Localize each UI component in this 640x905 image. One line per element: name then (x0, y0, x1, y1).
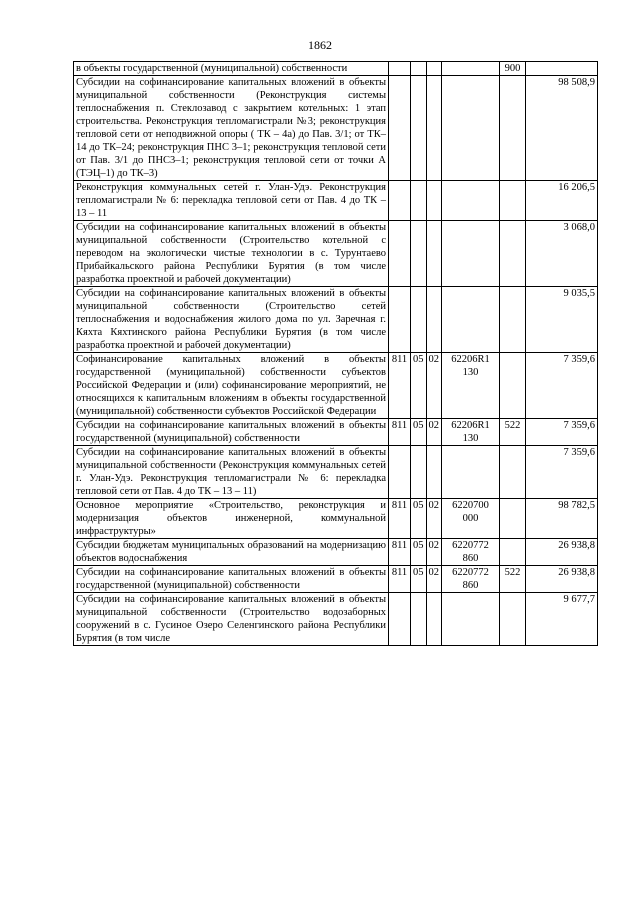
row-subsection-code (426, 76, 442, 181)
row-subsection-code (426, 287, 442, 353)
row-expense-type-code (500, 181, 526, 221)
row-sum: 26 938,8 (526, 566, 598, 593)
row-subsection-code (426, 446, 442, 499)
row-admin-code (389, 181, 411, 221)
table-row (74, 76, 598, 181)
row-section-code: 05 (411, 539, 427, 566)
table-row (74, 221, 598, 287)
row-expense-type-code: 522 (500, 419, 526, 446)
row-sum: 9 677,7 (526, 593, 598, 646)
row-target-code (442, 181, 500, 221)
row-section-code: 05 (411, 499, 427, 539)
row-section-code (411, 76, 427, 181)
row-target-code (442, 62, 500, 76)
row-admin-code (389, 446, 411, 499)
row-target-code (442, 446, 500, 499)
row-section-code: 05 (411, 419, 427, 446)
row-name: Софинансирование капитальных вложений в объекты государственной (муниципальной) собственности субъектов Российской Федерации и (или) софинансирование мероприятий, не относящихся к капитальным вложениям в объекты государственной (муниципальной) собственности субъектов Российской Федерации (74, 353, 389, 419)
row-admin-code (389, 62, 411, 76)
row-expense-type-code (500, 76, 526, 181)
row-admin-code (389, 287, 411, 353)
row-expense-type-code (500, 353, 526, 419)
table-row (74, 593, 598, 646)
row-target-code: 62206R1 130 (442, 419, 500, 446)
row-subsection-code (426, 221, 442, 287)
row-subsection-code: 02 (426, 566, 442, 593)
row-sum (526, 62, 598, 76)
row-name: Субсидии на софинансирование капитальных вложений в объекты государственной (муниципальной) собственности (74, 419, 389, 446)
budget-table (73, 61, 598, 646)
row-name: Субсидии на софинансирование капитальных вложений в объекты государственной (муниципальной) собственности (74, 566, 389, 593)
row-section-code (411, 593, 427, 646)
row-sum: 9 035,5 (526, 287, 598, 353)
table-row (74, 62, 598, 76)
row-subsection-code (426, 62, 442, 76)
row-sum: 7 359,6 (526, 353, 598, 419)
table-row (74, 287, 598, 353)
row-section-code (411, 62, 427, 76)
row-admin-code (389, 593, 411, 646)
row-subsection-code: 02 (426, 539, 442, 566)
row-name: Субсидии на софинансирование капитальных вложений в объекты муниципальной собственности (Строительство водозаборных сооружений в с. Гусиное Озеро Селенгинского района Республики Бурятия (в том числе (74, 593, 389, 646)
row-admin-code: 811 (389, 539, 411, 566)
row-expense-type-code (500, 593, 526, 646)
row-admin-code (389, 76, 411, 181)
row-admin-code: 811 (389, 419, 411, 446)
row-expense-type-code (500, 221, 526, 287)
row-subsection-code: 02 (426, 419, 442, 446)
row-section-code: 05 (411, 566, 427, 593)
row-target-code: 6220700 000 (442, 499, 500, 539)
row-subsection-code (426, 593, 442, 646)
row-admin-code: 811 (389, 499, 411, 539)
row-target-code: 62206R1 130 (442, 353, 500, 419)
table-row (74, 539, 598, 566)
row-name: Реконструкция коммунальных сетей г. Улан-Удэ. Реконструкция тепломагистрали № 6: перекладка тепловой сети от Пав. 4 до ТК – 13 – 11 (74, 181, 389, 221)
row-sum: 98 782,5 (526, 499, 598, 539)
row-subsection-code (426, 181, 442, 221)
row-sum: 3 068,0 (526, 221, 598, 287)
row-target-code: 6220772 860 (442, 539, 500, 566)
row-admin-code (389, 221, 411, 287)
row-sum: 16 206,5 (526, 181, 598, 221)
row-target-code (442, 593, 500, 646)
row-expense-type-code (500, 499, 526, 539)
row-subsection-code: 02 (426, 353, 442, 419)
row-name: Субсидии на софинансирование капитальных вложений в объекты муниципальной собственности (Реконструкция системы теплоснабжения п. Стеклозавод с закрытием котельных: 1 этап строительства. Реконструкция тепломагистрали №3; реконструкция тепловой сети от неподвижной опоры ( ТК – 4а) до Пав. 3/1; от ТК–14 до ТК–24; реконструкция ПНС 3–1; реконструкция тепловой сети от Пав. 3/1 до ПНС3–1; реконструкция тепловой сети от точки А (ТЭЦ–1) до ТК–3) (74, 76, 389, 181)
row-sum: 98 508,9 (526, 76, 598, 181)
row-expense-type-code: 900 (500, 62, 526, 76)
table-row (74, 353, 598, 419)
row-sum: 7 359,6 (526, 419, 598, 446)
row-expense-type-code (500, 446, 526, 499)
table-row (74, 499, 598, 539)
row-sum: 26 938,8 (526, 539, 598, 566)
row-subsection-code: 02 (426, 499, 442, 539)
table-row (74, 566, 598, 593)
page-number: 1862 (308, 38, 332, 52)
row-expense-type-code: 522 (500, 566, 526, 593)
row-name: Субсидии на софинансирование капитальных вложений в объекты муниципальной собственности (Строительство сетей теплоснабжения и водоснабжения жилого дома по ул. Заречная г. Кяхта Кяхтинского района Республики Бурятия (в том числе разработка проектной и рабочей документации) (74, 287, 389, 353)
row-name: Субсидии на софинансирование капитальных вложений в объекты муниципальной собственности (Реконструкция коммунальных сетей г. Улан-Удэ. Реконструкция тепломагистрали № 6: перекладка тепловой сети от Пав. 4 до ТК – 13 – 11) (74, 446, 389, 499)
row-expense-type-code (500, 539, 526, 566)
row-name: Субсидии на софинансирование капитальных вложений в объекты муниципальной собственности (Строительство котельной с переводом на экологически чистые технологии в с. Турунтаево Прибайкальского района Республики Бурятия (в том числе разработка проектной и рабочей документации) (74, 221, 389, 287)
row-admin-code: 811 (389, 353, 411, 419)
row-section-code (411, 181, 427, 221)
row-section-code (411, 287, 427, 353)
row-name: Основное мероприятие «Строительство, реконструкция и модернизация объектов инженерной, коммунальной инфраструктуры» (74, 499, 389, 539)
row-section-code: 05 (411, 353, 427, 419)
row-admin-code: 811 (389, 566, 411, 593)
row-target-code (442, 221, 500, 287)
row-name: в объекты государственной (муниципальной) собственности (74, 62, 389, 76)
row-section-code (411, 221, 427, 287)
row-target-code (442, 76, 500, 181)
table-row (74, 181, 598, 221)
row-name: Субсидии бюджетам муниципальных образований на модернизацию объектов водоснабжения (74, 539, 389, 566)
row-target-code: 6220772 860 (442, 566, 500, 593)
table-row (74, 419, 598, 446)
row-section-code (411, 446, 427, 499)
table-row (74, 446, 598, 499)
row-target-code (442, 287, 500, 353)
row-expense-type-code (500, 287, 526, 353)
row-sum: 7 359,6 (526, 446, 598, 499)
